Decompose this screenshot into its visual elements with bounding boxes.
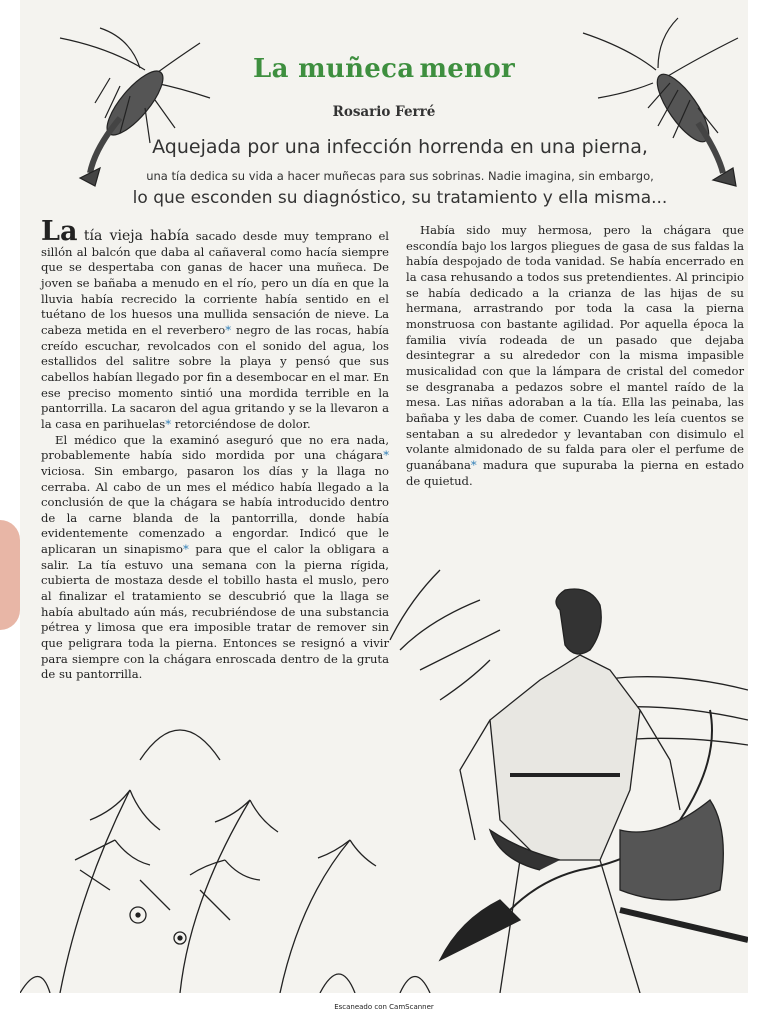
deck-line-3: lo que esconden su diagnóstico, su tratamiento y ella misma... xyxy=(132,188,668,208)
ink-illustration-scene xyxy=(20,560,748,993)
paragraph xyxy=(41,216,390,433)
drop-cap: La xyxy=(41,216,78,247)
footnote-marker: * xyxy=(470,457,477,472)
body-text: Había sido muy hermosa, pero la chágara que escondía bajo los largos pliegues de gasa de sus faldas la había despojado de toda vanidad. Se había encerrado en la casa rehusando a todos sus pretendientes. Al principio se había dedicado a la crianza de las hijas de su hermana, arrastrando por toda la casa la pierna monstruosa con bastante agilidad. Por aquella época la familia vivía rodeada de un pasado que dejaba desintegrar a su alrededor con la misma impasible musicalidad con que la lámpara de cristal del comedor se desgranaba a pedazos sobre el mantel raído de la mesa. Las niñas adoraban a la tía. Ella las peinaba, las bañaba y les daba de comer. Cuando les leía cuentos se sentaban a su alrededor y levantaban con disimulo el volante almidonado de su falda para oler el perfume de guanábana xyxy=(406,223,744,472)
author-byline: Rosario Ferré xyxy=(332,104,436,120)
footnote-marker: * xyxy=(165,416,172,431)
title-small: menor xyxy=(419,54,515,84)
body-text: El médico que la examinó aseguró que no era nada, probablemente había sido mordida por una chágara xyxy=(41,432,389,463)
body-text: madura que supuraba la pierna en estado de quietud. xyxy=(406,457,744,488)
footnote-marker: * xyxy=(183,542,189,557)
title-main: La muñeca xyxy=(252,54,415,84)
body-text: negro de las rocas, había creído escuchar, revolcados con el sonido del agua, los estallidos del salitre sobre la playa y pensó que sus cabellos habían llegado por fin a desembocar en el mar. En ese preciso momento sintió una mordida terrible en la pantorrilla. La sacaron del agua gritando y se la llevaron a la casa en parihuelas xyxy=(41,322,389,431)
shrimp-illustration-right xyxy=(578,8,748,188)
body-text: retorciéndose de dolor. xyxy=(174,416,311,431)
magazine-page xyxy=(20,0,748,993)
deck-line-1: Aquejada por una infección horrenda en una pierna, xyxy=(152,136,648,158)
article-title xyxy=(20,54,748,84)
deck-line-2: una tía dedica su vida a hacer muñecas para sus sobrinas. Nadie imagina, sin embargo, xyxy=(146,169,654,183)
paragraph xyxy=(406,223,744,489)
thumb-edge xyxy=(0,520,20,630)
body-text: sacado desde muy temprano el sillón al balcón que daba al cañaveral como hacía siempre que se despertaba con ganas de hacer una muñeca. De joven se bañaba a menudo en el río, pero un día en que la lluvia había recrecido la corriente había sentido en el tuétano de los huesos una mullida sensación de nieve. La cabeza metida en el reverbero xyxy=(41,229,390,337)
lead-in: tía vieja había xyxy=(83,228,190,244)
body-text: para que el calor la obligara a salir. La tía estuvo una semana con la pierna rígida, cubierta de mostaza desde el tobillo hasta el muslo, pero al finalizar el tratamiento se descubrió que la llaga se había abultado aún más, recubriéndose de una substancia pétrea y limosa que era imposible tratar de remover sin que peligrara toda la pierna. Entonces se resignó a vivir para siempre con la chágara enroscada dentro de la gruta de su pantorrilla. xyxy=(41,542,389,682)
column-right xyxy=(406,223,744,489)
scanner-watermark: Escaneado con CamScanner xyxy=(334,1003,434,1011)
footnote-marker: * xyxy=(225,322,232,337)
shrimp-illustration-left xyxy=(50,8,230,188)
body-text: viciosa. Sin embargo, pasaron los días y la llaga no cerraba. Al cabo de un mes el médico había llegado a la conclusión de que la chágara se había introducido dentro de la carne blanda de la pantorrilla, donde había evidentemente comenzado a engordar. Indicó que le aplicaran un sinapismo xyxy=(41,463,389,557)
footnote-marker: * xyxy=(383,448,389,463)
